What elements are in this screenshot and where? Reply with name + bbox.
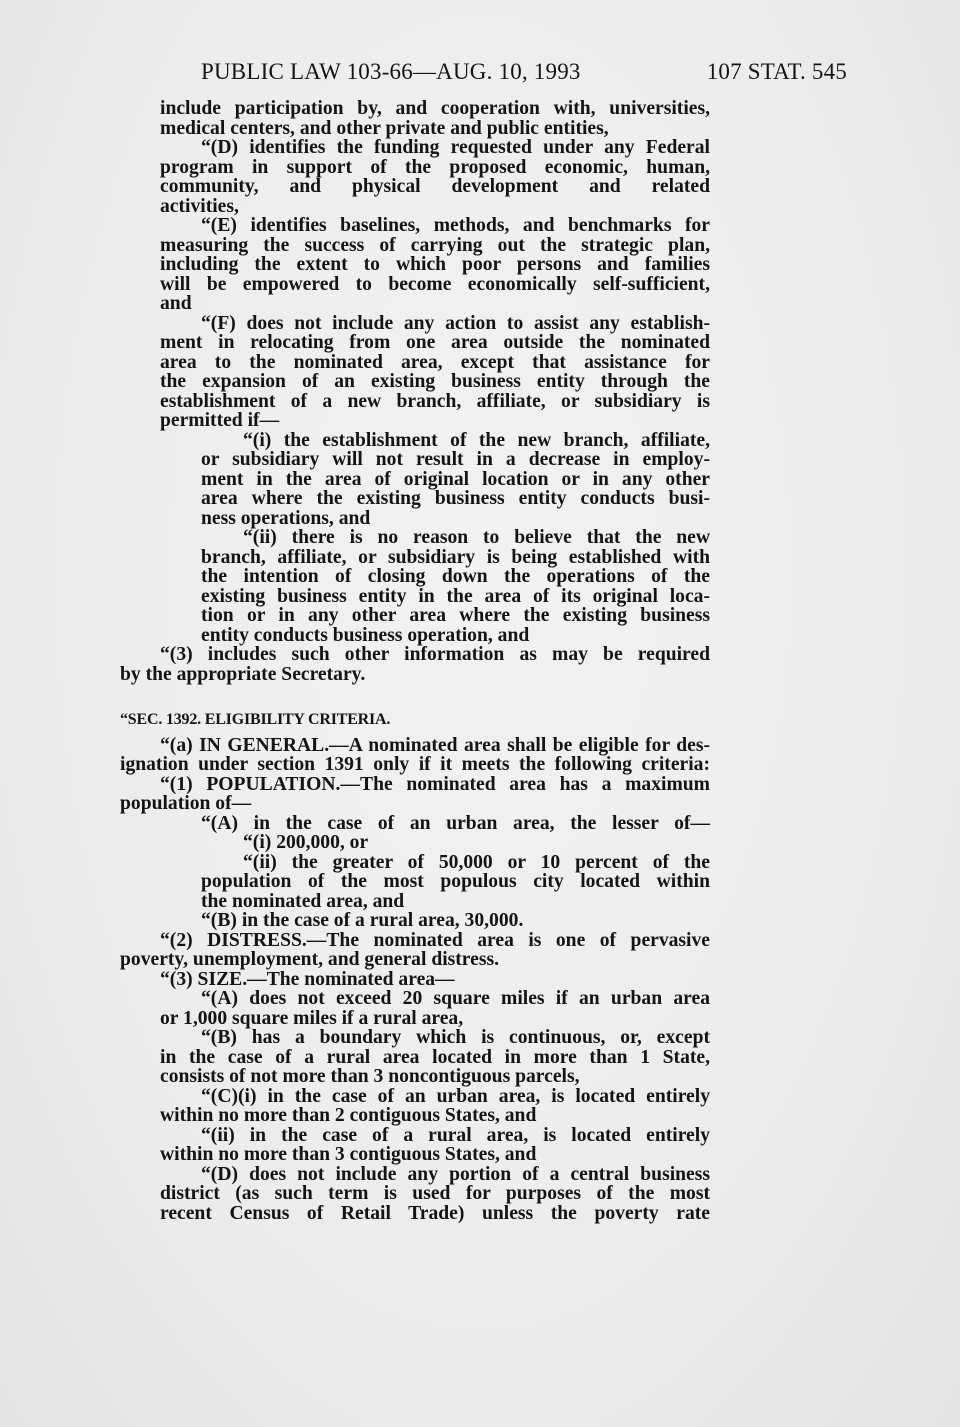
text-line: the intention of closing down the operations of the <box>201 566 710 587</box>
text-line: within no more than 2 contiguous States, and <box>160 1105 537 1126</box>
text-line: “(a) IN GENERAL.—A nominated area shall be eligible for des- <box>160 734 710 756</box>
text-line: establishment of a new branch, affiliate, or subsidiary is <box>160 390 710 412</box>
text-line: measuring the success of carrying out the strategic plan, <box>160 234 710 256</box>
text-line: branch, affiliate, or subsidiary is being established with <box>201 546 710 568</box>
text-line: ignation under section 1391 only if it meets the following criteria: <box>120 754 710 775</box>
section-heading: “SEC. 1392. ELIGIBILITY CRITERIA. <box>120 711 391 728</box>
text-line: entity conducts business operation, and <box>201 624 530 646</box>
text-line: population of— <box>120 793 252 814</box>
text-line: community, and physical development and related <box>160 176 710 197</box>
text-line: program in support of the proposed economic, human, <box>160 156 710 178</box>
text-line: consists of not more than 3 noncontiguous parcels, <box>160 1066 580 1087</box>
text-line: recent Census of Retail Trade) unless the poverty rate <box>160 1202 710 1224</box>
text-line: within no more than 3 contiguous States, and <box>160 1144 537 1165</box>
text-line: will be empowered to become economically self-sufficient, <box>160 273 710 295</box>
text-line: poverty, unemployment, and general distress. <box>120 949 499 970</box>
text-line: tion or in any other area where the existing business <box>201 605 710 626</box>
text-line: “(A) in the case of an urban area, the lesser of— <box>201 812 710 834</box>
text-line: area where the existing business entity conducts busi- <box>201 488 710 509</box>
text-line: “(D) identifies the funding requested under any Federal <box>201 137 710 158</box>
section-spacer <box>120 684 710 710</box>
document-body <box>120 99 710 1223</box>
text-line: and <box>160 293 192 314</box>
text-line: by the appropriate Secretary. <box>120 663 366 685</box>
text-line: “(i) 200,000, or <box>243 832 369 853</box>
text-line: “(B) has a boundary which is continuous, or, except <box>201 1027 710 1048</box>
text-line: activities, <box>160 195 239 217</box>
text-line: “(C)(i) in the case of an urban area, is located entirely <box>201 1085 710 1107</box>
text-line: “(B) in the case of a rural area, 30,000. <box>201 910 524 931</box>
text-line: “(A) does not exceed 20 square miles if an urban area <box>201 988 710 1009</box>
text-line: existing business entity in the area of its original loca- <box>201 585 710 607</box>
text-line: “(ii) there is no reason to believe that the new <box>243 527 710 548</box>
text-line: “(2) DISTRESS.—The nominated area is one of pervasive <box>160 929 710 951</box>
text-line: district (as such term is used for purposes of the most <box>160 1183 710 1204</box>
text-line: the nominated area, and <box>201 890 405 912</box>
text-line: “(ii) in the case of a rural area, is located entirely <box>201 1124 710 1146</box>
text-line: “(3) SIZE.—The nominated area— <box>160 968 455 990</box>
text-line: “(F) does not include any action to assist any establish- <box>201 312 710 334</box>
text-line: medical centers, and other private and public entities, <box>160 117 609 139</box>
text-line: “(1) POPULATION.—The nominated area has a maximum <box>160 773 710 795</box>
text-line: “(E) identifies baselines, methods, and benchmarks for <box>201 215 710 236</box>
text-line: in the case of a rural area located in more than 1 State, <box>160 1046 710 1068</box>
text-line: area to the nominated area, except that assistance for <box>160 351 710 373</box>
running-header-stat-page: 107 STAT. 545 <box>706 59 847 84</box>
text-line: or subsidiary will not result in a decrease in employ- <box>201 449 710 470</box>
text-line: population of the most populous city located within <box>201 871 710 892</box>
text-line: “(ii) the greater of 50,000 or 10 percent of the <box>243 851 710 873</box>
text-line: “(D) does not include any portion of a central business <box>201 1163 710 1185</box>
text-line: ment in the area of original location or in any other <box>201 468 710 490</box>
text-line: including the extent to which poor persons and families <box>160 254 710 275</box>
text-line: include participation by, and cooperation with, universities, <box>160 98 710 119</box>
text-line: ness operations, and <box>201 507 371 529</box>
text-line: the expansion of an existing business entity through the <box>160 371 710 392</box>
running-header-title: PUBLIC LAW 103-66—AUG. 10, 1993 <box>201 59 581 84</box>
text-line: permitted if— <box>160 410 280 431</box>
text-line: “(i) the establishment of the new branch, affiliate, <box>243 429 710 451</box>
text-line: “(3) includes such other information as may be required <box>160 644 710 665</box>
text-line: or 1,000 square miles if a rural area, <box>160 1007 464 1029</box>
text-line: ment in relocating from one area outside the nominated <box>160 332 710 353</box>
